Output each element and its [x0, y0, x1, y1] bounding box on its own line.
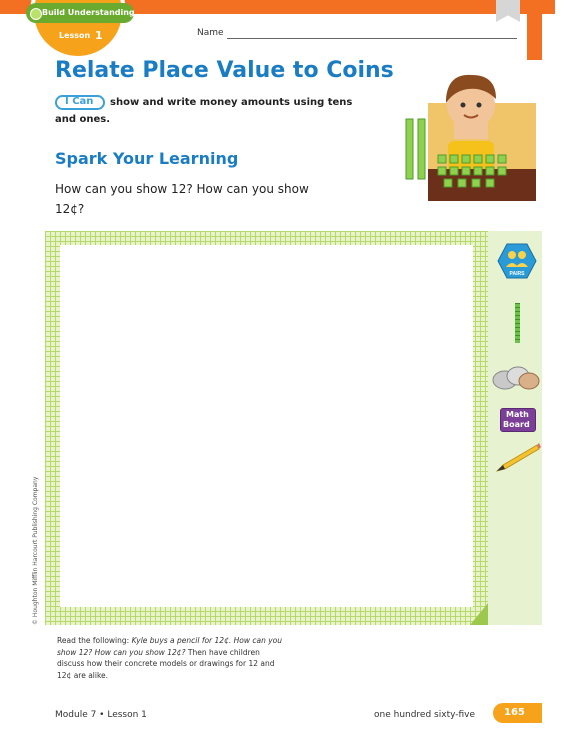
ican-statement-line2: and ones.: [55, 114, 111, 125]
coins-icon: [492, 365, 540, 391]
page-number-words: one hundred sixty-five: [374, 710, 476, 720]
lesson-label: Lesson: [59, 31, 91, 40]
teacher-instructions: [57, 635, 287, 681]
instructions-scenario: Kyle buys a pencil for 12¢. How can you show 12? How can you show 12¢?: [57, 636, 282, 657]
name-label: Name: [197, 28, 224, 38]
instructions-lead: Read the following:: [57, 636, 132, 645]
section-heading: Spark Your Learning: [55, 149, 239, 168]
coins-drawing: [492, 365, 540, 391]
bullet-icon: [30, 8, 42, 20]
copyright-notice: © Houghton Mifflin Harcourt Publishing Company: [32, 476, 39, 625]
right-orange-band: [527, 0, 542, 60]
page-number: 165: [504, 707, 525, 718]
module-lesson-label: Module 7 • Lesson 1: [55, 710, 147, 720]
lesson-number: 1: [95, 29, 103, 42]
mathboard-label-line1: Math: [506, 410, 529, 419]
instructions-rest: Then have children discuss how their concrete models or drawings for 12 and 12¢ are alike.: [57, 647, 275, 680]
build-understanding-label: Build Understanding: [42, 8, 135, 17]
pairs-icon: [497, 243, 537, 279]
pairs-label: PAIRS: [509, 271, 525, 277]
ican-statement-line1: show and write money amounts using tens: [110, 97, 353, 108]
mathboard-label-line2: Board: [503, 420, 530, 429]
pairs-hexagon: [497, 243, 537, 279]
page-title: Relate Place Value to Coins: [55, 58, 394, 83]
cube-tower-icon: [515, 303, 520, 343]
illustration-drawing: [388, 63, 536, 201]
boy-with-cubes-illustration: [388, 63, 536, 201]
ican-label: I Can: [65, 96, 94, 107]
drawing-space[interactable]: [60, 245, 473, 607]
pencil-drawing: [495, 443, 541, 473]
prompt-question: How can you show 12? How can you show 12¢?: [55, 182, 309, 216]
pencil-icon: [495, 443, 541, 473]
name-input-line[interactable]: [227, 38, 517, 39]
